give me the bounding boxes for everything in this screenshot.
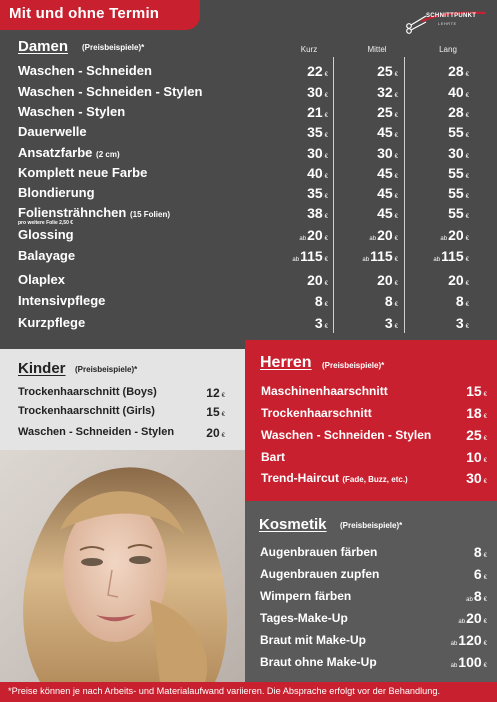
- damen-price: [409, 124, 469, 140]
- price-value: 30: [377, 145, 393, 161]
- currency-symbol: €: [221, 393, 225, 399]
- kosmetik-section: [245, 501, 497, 682]
- currency-symbol: €: [324, 257, 328, 263]
- ab-prefix: ab: [299, 236, 307, 242]
- damen-price: [338, 145, 398, 161]
- service-label: Trockenhaarschnitt (Girls): [18, 405, 155, 417]
- herren-row-label: [261, 428, 431, 442]
- service-label: Braut mit Make-Up: [260, 633, 367, 647]
- price-value: 45: [377, 165, 393, 181]
- service-label: Trend-Haircut: [261, 471, 340, 485]
- currency-symbol: €: [324, 194, 328, 200]
- currency-symbol: €: [324, 93, 328, 99]
- service-label: Olaplex: [18, 272, 65, 287]
- currency-symbol: €: [324, 113, 328, 119]
- currency-symbol: €: [483, 436, 487, 442]
- damen-price: [268, 205, 328, 221]
- footer: [0, 682, 497, 702]
- price-value: 115: [370, 248, 393, 264]
- damen-price: [268, 293, 328, 309]
- herren-row-label: [261, 450, 285, 464]
- kosmetik-row-label: [260, 545, 377, 559]
- price-value: 38: [307, 205, 323, 221]
- currency-symbol: €: [465, 194, 469, 200]
- currency-symbol: €: [465, 174, 469, 180]
- service-label: Blondierung: [18, 185, 95, 200]
- price-value: 20: [206, 426, 220, 440]
- currency-symbol: €: [465, 113, 469, 119]
- kosmetik-row-label: [260, 611, 348, 625]
- currency-symbol: €: [221, 433, 225, 439]
- damen-price: [409, 205, 469, 221]
- herren-section: [245, 340, 497, 501]
- currency-symbol: €: [465, 302, 469, 308]
- model-photo: [0, 450, 245, 682]
- damen-row-label: [18, 227, 74, 242]
- damen-row-label: [18, 84, 202, 99]
- ab-prefix: ab: [440, 236, 448, 242]
- currency-symbol: €: [483, 641, 487, 647]
- price-value: 22: [307, 63, 323, 79]
- ab-prefix: ab: [292, 257, 300, 263]
- currency-symbol: €: [465, 133, 469, 139]
- damen-title: Damen: [18, 38, 69, 55]
- price-value: 28: [448, 104, 464, 120]
- damen-row-label: [18, 63, 152, 78]
- price-value: 20: [448, 272, 464, 288]
- damen-price: [268, 145, 328, 161]
- damen-row-label: [18, 124, 87, 139]
- damen-row-label: [18, 293, 105, 308]
- price-value: 3: [384, 315, 393, 331]
- damen-price: [338, 63, 398, 79]
- column-divider: [333, 57, 334, 333]
- damen-price: [268, 185, 328, 201]
- herren-price: [427, 470, 487, 486]
- price-value: 55: [448, 165, 464, 181]
- price-value: 30: [448, 145, 464, 161]
- damen-price: [338, 124, 398, 140]
- currency-symbol: €: [483, 458, 487, 464]
- herren-price: [427, 405, 487, 421]
- currency-symbol: €: [465, 257, 469, 263]
- currency-symbol: €: [483, 414, 487, 420]
- currency-symbol: €: [394, 72, 398, 78]
- damen-price: [338, 84, 398, 100]
- service-label: Kurzpflege: [18, 315, 86, 330]
- service-label: Tages-Make-Up: [260, 611, 348, 625]
- currency-symbol: €: [483, 597, 487, 603]
- kosmetik-price: [427, 544, 487, 560]
- damen-row-label: [18, 205, 170, 220]
- kosmetik-row-label: [260, 633, 366, 647]
- currency-symbol: €: [483, 663, 487, 669]
- currency-symbol: €: [483, 479, 487, 485]
- service-label: Komplett neue Farbe: [18, 165, 148, 180]
- currency-symbol: €: [483, 392, 487, 398]
- price-value: 30: [307, 145, 323, 161]
- price-value: 40: [448, 84, 464, 100]
- price-value: 55: [448, 185, 464, 201]
- damen-price: [409, 315, 469, 331]
- currency-symbol: €: [465, 324, 469, 330]
- kosmetik-row-label: [260, 655, 377, 669]
- kosmetik-subtitle: (Preisbeispiele)*: [340, 521, 403, 530]
- damen-price: [409, 165, 469, 181]
- logo-name: SCHNITTPUNKT: [426, 13, 477, 19]
- herren-price: [427, 383, 487, 399]
- damen-subtitle: (Preisbeispiele)*: [82, 43, 145, 52]
- price-value: 12: [206, 386, 220, 400]
- damen-row-label: [18, 145, 120, 160]
- service-label: Glossing: [18, 227, 74, 242]
- kinder-section: [0, 349, 245, 450]
- column-header-mittel: Mittel: [367, 45, 387, 54]
- kosmetik-price: [427, 566, 487, 582]
- damen-price: [268, 227, 328, 243]
- kinder-price: [165, 405, 225, 419]
- damen-price: [338, 227, 398, 243]
- price-value: 6: [473, 566, 482, 582]
- damen-price: [409, 185, 469, 201]
- price-value: 45: [377, 124, 393, 140]
- currency-symbol: €: [324, 324, 328, 330]
- currency-symbol: €: [465, 281, 469, 287]
- damen-price: [268, 124, 328, 140]
- service-label: Wimpern färben: [260, 589, 352, 603]
- service-label: Balayage: [18, 248, 76, 263]
- service-label: Maschinenhaarschnitt: [261, 384, 388, 398]
- price-value: 20: [377, 272, 393, 288]
- price-value: 55: [448, 205, 464, 221]
- currency-symbol: €: [324, 154, 328, 160]
- currency-symbol: €: [394, 214, 398, 220]
- herren-title: Herren: [260, 354, 312, 371]
- kinder-price: [165, 426, 225, 440]
- price-value: 30: [307, 84, 323, 100]
- damen-price: [338, 293, 398, 309]
- damen-price: [268, 248, 328, 264]
- damen-price: [338, 272, 398, 288]
- service-label: Ansatzfarbe: [18, 145, 93, 160]
- service-label: Trockenhaarschnitt (Boys): [18, 386, 157, 398]
- damen-price: [409, 272, 469, 288]
- damen-price: [338, 104, 398, 120]
- price-value: 25: [377, 104, 393, 120]
- currency-symbol: €: [394, 154, 398, 160]
- herren-row-label: [261, 471, 408, 485]
- damen-price: [268, 104, 328, 120]
- damen-price: [409, 104, 469, 120]
- damen-price: [268, 63, 328, 79]
- service-label: Dauerwelle: [18, 124, 87, 139]
- kosmetik-row-label: [260, 589, 351, 603]
- damen-price: [338, 185, 398, 201]
- currency-symbol: €: [324, 302, 328, 308]
- service-label: Waschen - Schneiden: [18, 63, 152, 78]
- top-banner: [0, 0, 200, 30]
- currency-symbol: €: [465, 154, 469, 160]
- service-label: Bart: [261, 450, 286, 464]
- service-label: Waschen - Schneiden - Stylen: [18, 84, 203, 99]
- service-detail: (2 cm): [96, 150, 120, 159]
- banner-title: Mit und ohne Termin: [9, 5, 160, 22]
- damen-price: [409, 293, 469, 309]
- currency-symbol: €: [394, 302, 398, 308]
- service-detail: (Fade, Buzz, etc.): [342, 475, 408, 484]
- currency-symbol: €: [394, 133, 398, 139]
- price-value: 28: [448, 63, 464, 79]
- damen-row-label: [18, 104, 125, 119]
- ab-prefix: ab: [450, 663, 458, 669]
- price-value: 10: [466, 449, 482, 465]
- salon-logo: [404, 10, 489, 34]
- service-label: Intensivpflege: [18, 293, 106, 308]
- currency-symbol: €: [483, 619, 487, 625]
- price-value: 20: [307, 227, 323, 243]
- ab-prefix: ab: [362, 257, 370, 263]
- logo-sub: LEHRTE: [438, 21, 457, 26]
- price-value: 45: [377, 185, 393, 201]
- kosmetik-price: [427, 610, 487, 626]
- kosmetik-row-label: [260, 567, 379, 581]
- currency-symbol: €: [324, 214, 328, 220]
- damen-price: [409, 84, 469, 100]
- damen-price: [338, 205, 398, 221]
- ab-prefix: ab: [458, 619, 466, 625]
- price-value: 15: [206, 405, 220, 419]
- damen-price: [409, 145, 469, 161]
- service-label: Augenbrauen färben: [260, 545, 378, 559]
- price-value: 21: [307, 104, 323, 120]
- ab-prefix: ab: [450, 641, 458, 647]
- kinder-row-label: [18, 426, 174, 438]
- damen-price: [268, 84, 328, 100]
- currency-symbol: €: [483, 553, 487, 559]
- kosmetik-title: Kosmetik: [259, 516, 327, 533]
- herren-row-label: [261, 384, 388, 398]
- price-value: 8: [314, 293, 323, 309]
- currency-symbol: €: [483, 575, 487, 581]
- price-value: 20: [377, 227, 393, 243]
- currency-symbol: €: [465, 93, 469, 99]
- price-value: 115: [300, 248, 323, 264]
- currency-symbol: €: [465, 72, 469, 78]
- price-value: 55: [448, 124, 464, 140]
- footer-disclaimer: *Preise können je nach Arbeits- und Materialaufwand variieren. Die Absprache erfolgt vor der Behandlung.: [8, 686, 441, 696]
- kinder-row-label: [18, 405, 155, 417]
- currency-symbol: €: [394, 281, 398, 287]
- price-value: 8: [384, 293, 393, 309]
- column-header-lang: Lang: [439, 45, 457, 54]
- price-value: 20: [307, 272, 323, 288]
- service-label: Waschen - Stylen: [18, 104, 126, 119]
- kinder-subtitle: (Preisbeispiele)*: [75, 365, 138, 374]
- price-value: 8: [473, 544, 482, 560]
- service-label: Waschen - Schneiden - Stylen: [18, 426, 175, 438]
- price-value: 3: [455, 315, 464, 331]
- damen-price: [268, 315, 328, 331]
- herren-price: [427, 427, 487, 443]
- currency-symbol: €: [394, 93, 398, 99]
- price-value: 8: [455, 293, 464, 309]
- price-value: 35: [307, 185, 323, 201]
- price-value: 3: [314, 315, 323, 331]
- price-value: 25: [466, 427, 482, 443]
- damen-price: [268, 165, 328, 181]
- currency-symbol: €: [394, 113, 398, 119]
- service-label: Waschen - Schneiden - Stylen: [261, 428, 432, 442]
- damen-price: [409, 227, 469, 243]
- ab-prefix: ab: [369, 236, 377, 242]
- woman-portrait-image: [0, 450, 245, 682]
- herren-subtitle: (Preisbeispiele)*: [322, 361, 385, 370]
- service-detail: (15 Folien): [129, 210, 170, 219]
- currency-symbol: €: [394, 174, 398, 180]
- price-value: 120: [458, 632, 482, 648]
- damen-price: [268, 272, 328, 288]
- price-value: 115: [441, 248, 464, 264]
- price-value: 20: [466, 610, 482, 626]
- damen-row-label: [18, 185, 95, 200]
- currency-symbol: €: [324, 236, 328, 242]
- kosmetik-price: [427, 654, 487, 670]
- kinder-title: Kinder: [18, 360, 66, 377]
- price-value: 32: [377, 84, 393, 100]
- damen-row-label: [18, 272, 65, 287]
- column-header-kurz: Kurz: [300, 45, 318, 54]
- price-value: 35: [307, 124, 323, 140]
- kinder-price: [165, 386, 225, 400]
- herren-price: [427, 449, 487, 465]
- service-label: Augenbrauen zupfen: [260, 567, 380, 581]
- service-label: Trockenhaarschnitt: [261, 406, 372, 420]
- price-value: 20: [448, 227, 464, 243]
- damen-price: [409, 63, 469, 79]
- price-value: 15: [466, 383, 482, 399]
- currency-symbol: €: [394, 257, 398, 263]
- currency-symbol: €: [324, 72, 328, 78]
- service-label: Braut ohne Make-Up: [260, 655, 377, 669]
- price-value: 18: [466, 405, 482, 421]
- price-value: 30: [466, 470, 482, 486]
- kosmetik-price: [427, 632, 487, 648]
- ab-prefix: ab: [433, 257, 441, 263]
- kosmetik-price: [427, 588, 487, 604]
- currency-symbol: €: [221, 412, 225, 418]
- currency-symbol: €: [465, 214, 469, 220]
- currency-symbol: €: [394, 324, 398, 330]
- damen-row-label: [18, 165, 147, 180]
- damen-price: [338, 248, 398, 264]
- damen-price: [338, 165, 398, 181]
- price-value: 8: [473, 588, 482, 604]
- price-value: 45: [377, 205, 393, 221]
- kinder-row-label: [18, 386, 157, 398]
- ab-prefix: ab: [466, 597, 473, 603]
- currency-symbol: €: [324, 174, 328, 180]
- currency-symbol: €: [465, 236, 469, 242]
- currency-symbol: €: [324, 133, 328, 139]
- damen-row-label: [18, 315, 85, 330]
- currency-symbol: €: [324, 281, 328, 287]
- damen-price: [409, 248, 469, 264]
- price-value: 100: [458, 654, 482, 670]
- price-value: 25: [377, 63, 393, 79]
- currency-symbol: €: [394, 236, 398, 242]
- service-label: Foliensträhnchen: [18, 205, 127, 220]
- damen-row-label: [18, 248, 75, 263]
- currency-symbol: €: [394, 194, 398, 200]
- damen-price: [338, 315, 398, 331]
- column-divider: [404, 57, 405, 333]
- price-value: 40: [307, 165, 323, 181]
- herren-row-label: [261, 406, 372, 420]
- folie-note: pro weitere Folie 2,50 €: [18, 220, 74, 226]
